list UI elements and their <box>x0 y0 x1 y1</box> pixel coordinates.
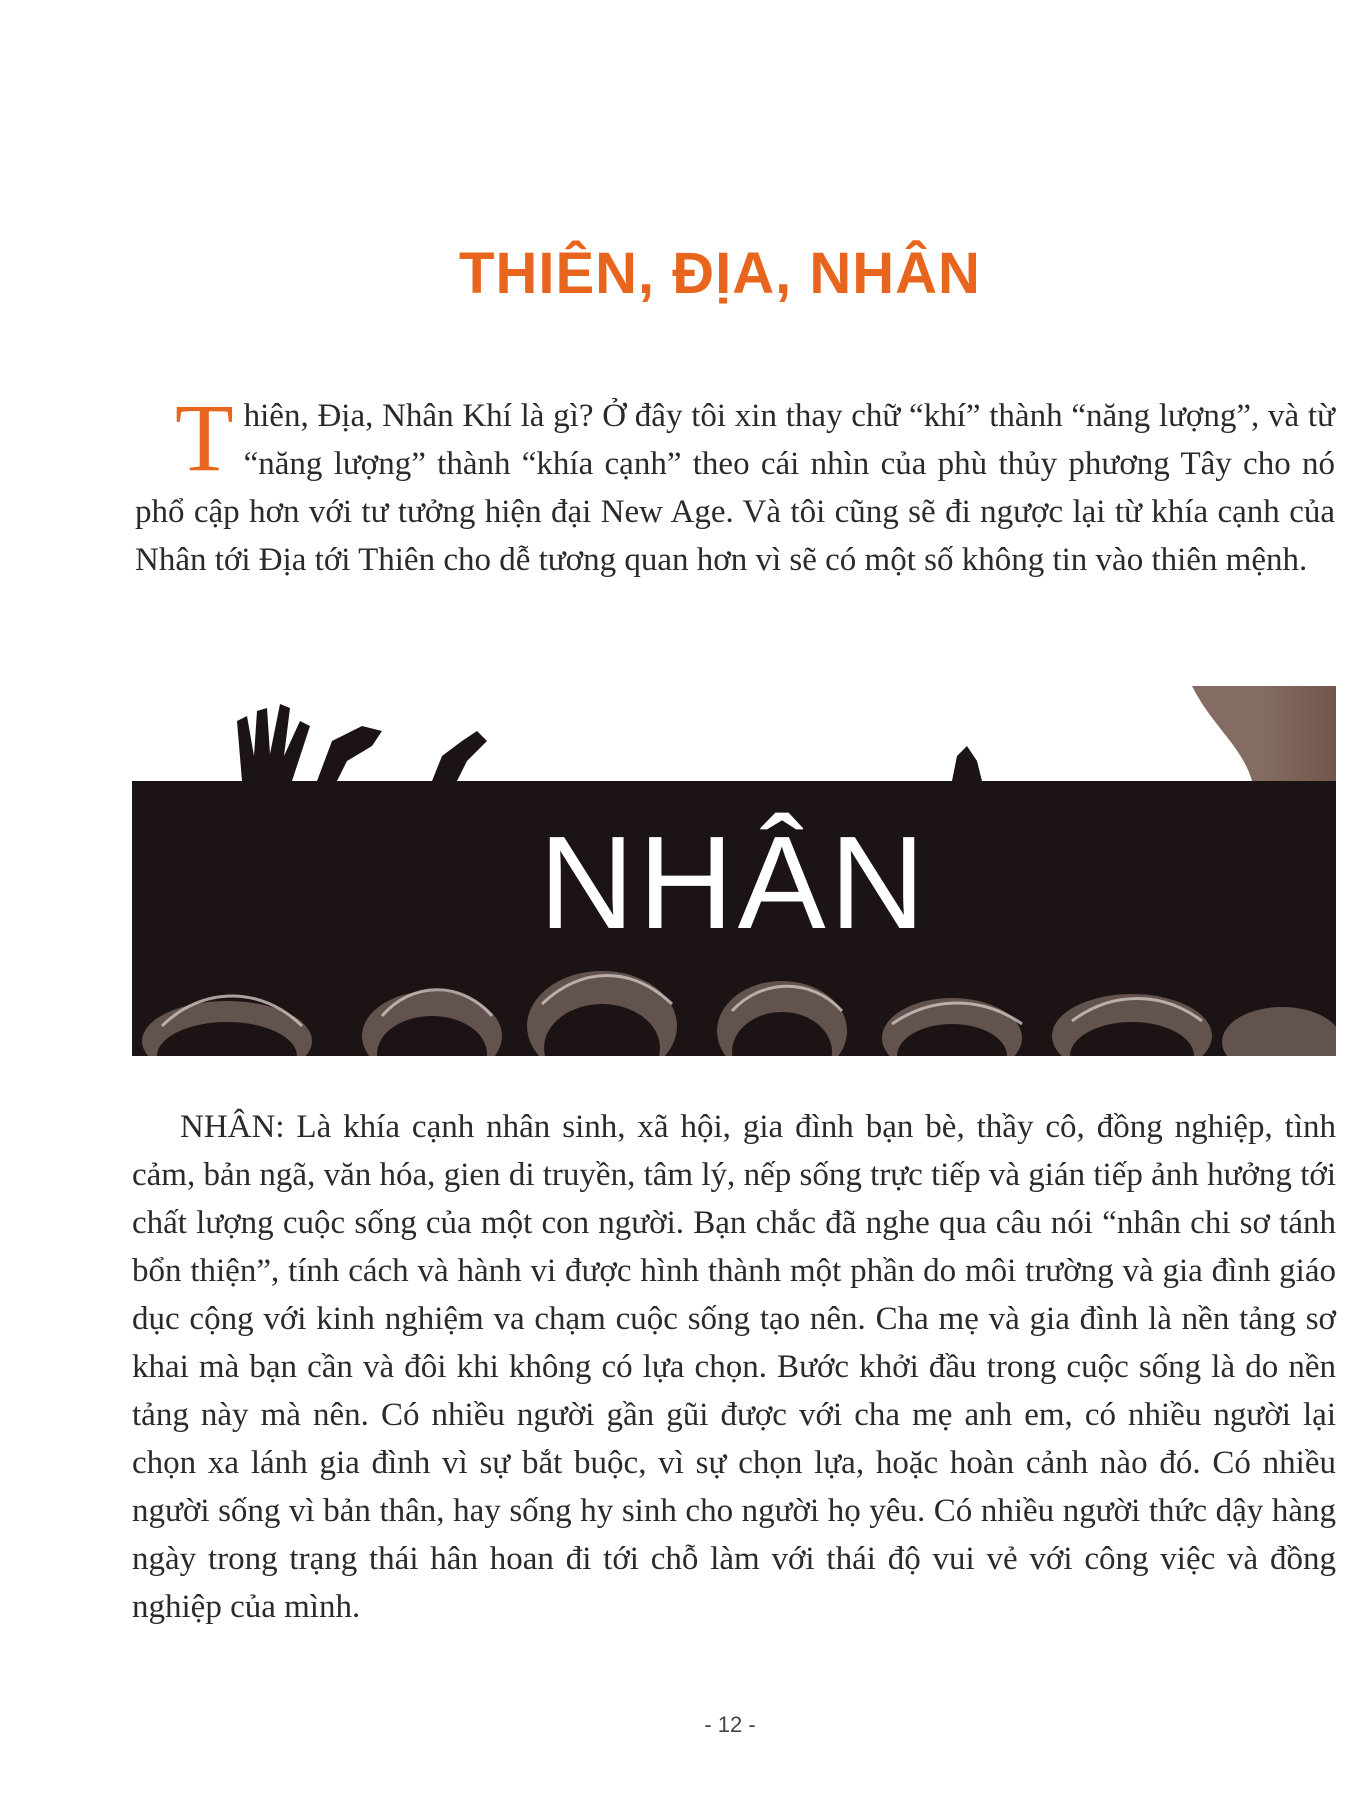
page-number: - 12 - <box>704 1712 756 1737</box>
body-paragraph: NHÂN: Là khía cạnh nhân sinh, xã hội, gia đình bạn bè, thầy cô, đồng nghiệp, tình cảm, bản ngã, văn hóa, gien di truyền, tâm lý, nếp sống trực tiếp và gián tiếp ảnh hưởng tới chất lượng cuộc sống của một con người. Bạn chắc đã nghe qua câu nói “nhân chi sơ tánh bổn thiện”, tính cách và hành vi được hình thành một phần do môi trường và gia đình giáo dục cộng với kinh nghiệm va chạm cuộc sống tạo nên. Cha mẹ và gia đình là nền tảng sơ khai mà bạn cần và đôi khi không có lựa chọn. Bước khởi đầu trong cuộc sống là do nền tảng này mà nên. Có nhiều người gần gũi được với cha mẹ anh em, có nhiều người lại chọn xa lánh gia đình vì sự bắt buộc, vì sự chọn lựa, hoặc hoàn cảnh nào đó. Có nhiều người sống vì bản thân, hay sống hy sinh cho người họ yêu. Có nhiều người thức dậy hàng ngày trong trạng thái hân hoan đi tới chỗ làm với thái độ vui vẻ với công việc và đồng nghiệp của mình. <box>132 1109 1336 1625</box>
banner-word: NHÂN <box>538 809 930 956</box>
drop-cap: T <box>175 384 234 491</box>
intro-text: hiên, Địa, Nhân Khí là gì? Ở đây tôi xin thay chữ “khí” thành “năng lượng”, và từ “năng lượng” thành “khía cạnh” theo cái nhìn của phù thủy phương Tây cho nó phổ cập hơn với tư tưởng hiện đại New Age. Và tôi cũng sẽ đi ngược lại từ khía cạnh của Nhân tới Địa tới Thiên cho dễ tương quan hơn vì sẽ có một số không tin vào thiên mệnh. <box>135 398 1335 578</box>
nhan-banner <box>132 686 1336 1056</box>
intro-paragraph <box>135 384 1335 584</box>
page-title: THIÊN, ĐỊA, NHÂN <box>459 241 981 306</box>
